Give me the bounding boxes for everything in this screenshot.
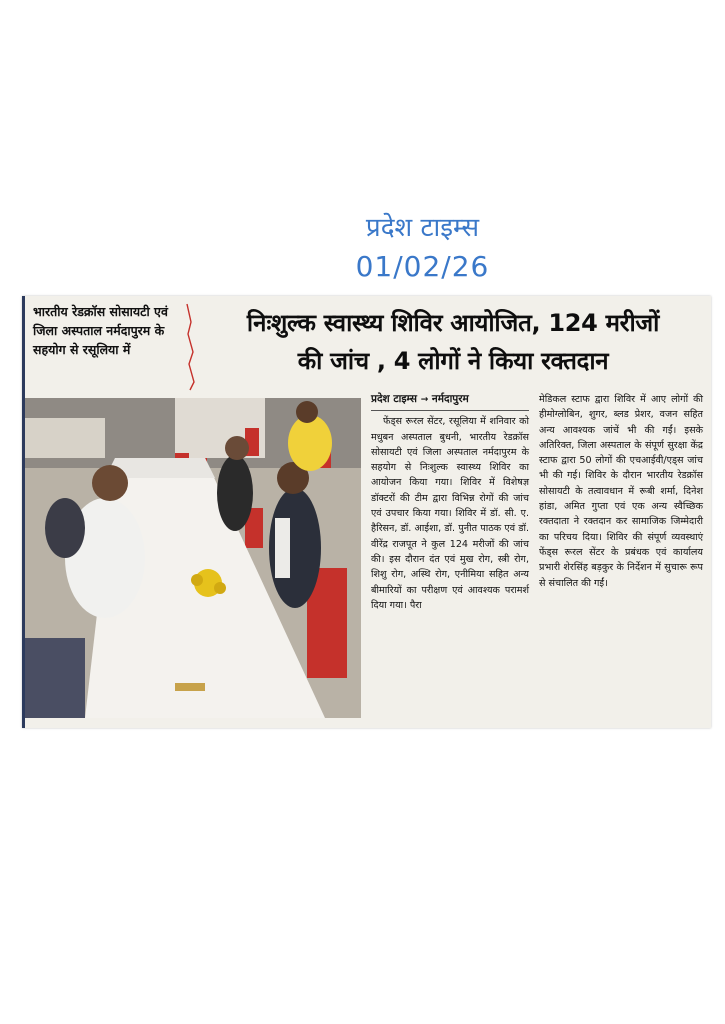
newspaper-clipping <box>22 296 711 728</box>
kicker-divider <box>185 302 199 392</box>
headline-line-1: निःशुल्क स्वास्थ्य शिविर आयोजित, 124 मरीजों <box>246 309 660 337</box>
dateline-arrow-icon: → <box>420 395 429 405</box>
dateline-paper: प्रदेश टाइम्स <box>371 393 418 405</box>
column-1-text: फेंड्स रूरल सेंटर, रसूलिया में शनिवार को मधुबन अस्पताल बुधनी, भारतीय रेडक्रॉस सोसायटी एवं जिला अस्पताल नर्मदापुरम के सहयोग से निःशुल्क स्वास्थ्य शिविर का आयोजन किया गया। शिविर में विशेषज्ञ डॉक्टरों की टीम द्वारा विभिन्न रोगों की जांच एवं उपचार किया गया। शिविर में डॉ. सी. ए. हैरिसन, डॉ. आईशा, डॉ. पुनीत पाठक एवं डॉ. वीरेंद्र राजपूत ने कुल 124 मरीजों की जांच की। इस दौरान दंत एवं मुख रोग, स्त्री रोग, शिशु रोग, अस्थि रोग, एनीमिया सहित अन्य बीमारियों का परीक्षण एवं आवश्यक परामर्श दिया गया। पैरा <box>371 416 529 611</box>
article-photo <box>25 398 361 718</box>
camp-photo-illustration <box>25 398 361 718</box>
article-column-1 <box>371 392 529 613</box>
headline-line-2: की जांच , 4 लोगों ने किया रक्तदान <box>297 347 609 375</box>
dateline-place: नर्मदापुरम <box>431 393 469 405</box>
article-column-2 <box>539 392 703 591</box>
article-headline <box>203 304 703 380</box>
article-kicker: भारतीय रेडक्रॉस सोसायटी एवं जिला अस्पताल नर्मदापुरम के सहयोग से रसूलिया में <box>33 304 168 357</box>
column-2-text: मेडिकल स्टाफ द्वारा शिविर में आए लोगों की हीमोग्लोबिन, शुगर, ब्लड प्रेशर, वजन सहित अन्य आवश्यक जांचें भी की गईं। इसके अतिरिक्त, जिला अस्पताल के संपूर्ण सुरक्षा केंद्र स्टाफ द्वारा 50 लोगों की एचआईवी/एड्स जांच भी की गई। शिविर के दौरान भारतीय रेडक्रॉस सोसायटी के तत्वावधान में रूबी शर्मा, दिनेश हांडा, अमित गुप्ता एवं एक अन्य स्वैच्छिक रक्तदाता ने रक्तदान कर सामाजिक जिम्मेदारी का परिचय दिया। शिविर की संपूर्ण व्यवस्थाएं फेंड्स रूरल सेंटर के प्रबंधक एवं कार्यालय प्रभारी शेरसिंह बड़कुर के निर्देशन में सुचारू रूप से संचालित की गईं। <box>539 394 703 589</box>
publication-date: 01/02/26 <box>355 250 490 283</box>
article-dateline <box>371 392 529 411</box>
publication-stamp: प्रदेश टाइम्स <box>365 213 480 243</box>
